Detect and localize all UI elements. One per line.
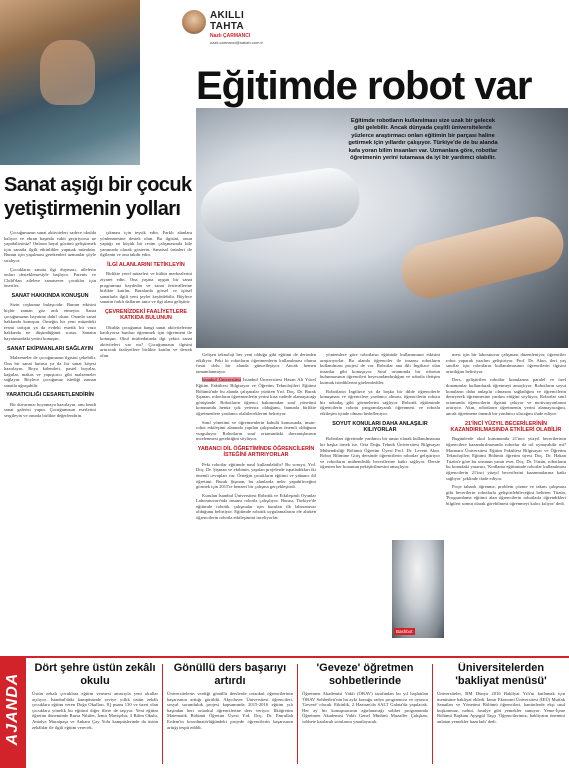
robot-sub-1: YABANCI DİL ÖĞRETİMİNDE ÖĞRENCİLERİN İSTEĞİNİ ARTIRIYORLAR — [197, 445, 315, 459]
column-author: Nazlı ÇARMANCI — [210, 33, 251, 39]
robot-col1-p1: Gelişen teknoloji her yeni olduğu gibi eğitimi de derinden etkiliyor. Peki ki robotların öğretmenlerin kullanılması olumu fırsat dolu bir alanda güncelleşiyor. Ancak hemen tamamlanmıyor. — [196, 352, 316, 374]
robot-caption: Bashbot — [396, 629, 413, 634]
column-name-top: AKILLI — [210, 10, 245, 21]
robot-col3-p1: mesi için bir laboratuvar çalışması düzenleniyor, öğrenciler robot yaparak yazılım geliştiriyor. Prof. Dr. Akın, ileri yaş sınıflar için robotların kullanılmasının öğrencilerin ilgisini artırdığını belirtiyor. — [446, 352, 566, 374]
art-sub-5: ÇEVRENİZDEKİ FAALİYETLERE KATKIDA BULUNUN — [104, 308, 188, 322]
art-intro-p1: Çocuğunuzun sanat aktiviteleri sadece okulda kalıyor ve ekran başında vakit geçiriyorsa ne yapabilirsiniz? Onların hayal gücünü geliştirmek için sanatla ilgili etkinlikler yapmak mümkün. Bunun için yapılması gerekenleri uzmanlar şöyle sıralıyor. — [4, 230, 96, 263]
ajanda-top-rule — [0, 656, 569, 658]
columnist-avatar — [182, 10, 206, 34]
robot-col2b-p1: Robotları öğretimde yardımcı bir unsur olarak kullanılmasına bir başka örnek ise, Orta Doğu Teknik Üniversitesi Bilgisayar Mühendisliği Bölümü Öğretim Üyesi Prof. Dr. Levent Akın. Robot Bilimine Giriş dersinde öğrencilerin robotlar geliştiriyor ve robotların mühendislik becerilerine katkı sağlıyor. Derste öğrenen her konunun pekiştirilmesini amaçlıyor. — [320, 436, 440, 470]
art-col1b-p1: Malzemeler de çocuğunuzun ilgisini çekebilir. Ona bir sanat kutusu ya da bir sanat köşesi hazırlayın. Boya kalemleri, pastel boyalar, kağıtlar, makas ve yapıştırıcı gibi malzemeler sağlayın. Böylece çocuğunuz istediği zaman sanatla uğraşabilir. — [4, 354, 96, 388]
ajanda-text-2: Üniversitelerin verdiği gönüllü derslerde ortaokul öğrencilerinin başarısının arttığı görüldü. Akyoluver Üniversitesi öğrencileri, sosyal sorumluluk projesi kapsamında 2015-2016 eğitim yılı başından beri ortaokul öğrencilerine ders veriyor. İlköğretim Matematik Bölümü Öğretim Üyesi Yrd. Doç. Dr. Emrullah Erdem'in koordinatörlüğündeki projede öğrencilerin başarısının arttığı tespit edildi. — [167, 691, 293, 730]
robot-col3b-p1: Bugünlerde okul kurumunda 21'inci yüzyıl becerilerinin öğrencilere kazandırılmasında robotlar da rol oynayabilir mi? Marmara Üniversitesi Eğitim Fakültesi Bilgisayar ve Öğretim Teknolojileri Eğitimi Bölümü öğretim üyesi Doç. Dr. Hakan Tüzün'e göre bu sorunun yanıtı evet. Doç. Dr. Tüzün, robotların bu konudaki yararını, 'Kodlama eğitiminde robotlar kullanılması öğrencilerin 21'inci yüzyıl becerilerini kazanmalarına katkı sağlıyor' şeklinde ifade ediyor. — [446, 436, 566, 481]
ajanda-item-2 — [167, 662, 293, 766]
ajanda-item-3 — [302, 662, 428, 766]
robot-col3-p2: Ders, geliştirilen robotlar konularına paralel ve özel donanımlar kullanılarak öğretmeyi amaçlıyor. Robotların soyut konuların daha anlaşılır olmasını sağladığını ve öğrencilerin deneyerek öğrenmesine yardım ettiğini söylüyor. Robotlar sınıf ortamında öğrencilerin ilgisini çekiyor ve motivasyonlarını artırıyor. Akın, robotların öğretmenin yerini alamayacağını, ancak öğretmene önemli bir yardımcı olacağını ifade ediyor. — [446, 377, 566, 416]
ajanda-text-3: Öğretmen Akademisi Vakfı (ÖRAV) tarafından bu yıl başlatılan 'ÖRAV Sohbetleri'nin bu ayki konuğu radyo programcısı ve oyuncu 'Gevezé' olacak. Etkinlik, 2 Haziran'da SALT Galata'da yapılacak. Her ay bir konuşmacının ağırlanacağı sohbet programında Öğretmen Akademisi Vakfı Genel Müdürü Muzaffer Çalışkan, sohbete katılarak sorularını yanıtlayacak. — [302, 691, 428, 724]
column-email: nazlı.carmanci@sabah.com.tr — [210, 40, 263, 45]
child-figure — [40, 40, 95, 105]
ajanda-title-4: Üniversitelerden 'bakliyat menüsü' — [455, 662, 547, 687]
ajanda-title-2: Gönüllü ders başarıyı artırdı — [173, 662, 287, 687]
robot-col1-p2 — [196, 377, 316, 416]
robot-col1b-p1: Peki robotlar eğitimde nasıl kullanılabilir? Bu soruya, Yrd. Doç. Dr. Şişman ve ekibinin, yapılan projelerde ispatladıkları iki önemli cevapları var. Örneğin çocukların eğitimi ve yabancı dil öğretimi. Burak Şişman, bu alanlarda neler yapabileceğini görmek için 2015'te benzeri bir çalışma gerçekleştirdi. — [196, 461, 316, 490]
robot-column-1 — [196, 352, 316, 648]
art-column-1 — [4, 230, 96, 645]
robot-col2-p1: yöntemlere göre robotların eğitimde kullanımının etkisini araştırıyorlar. Bu alanda öğrenciler ile insansı robotların kullanılması projesi de var. Robotlar ana dili İngilizce olan insanlar gibi konuşuyor. Sınıf ortamında bir robotun bulunmasının öğrencileri heyecanlandırdığını ve robotla iletişim kurmak istediklerini gözlemlediler. — [320, 352, 440, 385]
art-col2a-p1: çıkması için teşvik edin. Farklı alanlara yönlenmesine destek olun. Bu ilgisini, onun yaptığı en küçük bir resim çalışmasında bile yanınızda olarak gösterin. Sanatsal ürünleri ile ilgilenin ve onu takdir edin. — [100, 230, 192, 258]
ajanda-label: AJANDA — [4, 672, 21, 746]
robot-col1-p3: Sınıf yönetimi ve öğretmenlerin kabulü konusunda, insan-robot etkileşimi alanında yapılan çalışmaların önemli olduğunu vurguluyor. Robotların sınıf ortamındaki davranışlarının incelenmesi gerektiğini söylüyor. — [196, 419, 316, 442]
ajanda-divider-1 — [162, 664, 163, 764]
art-sub-1: SANAT HAKKINDA KONUŞUN — [11, 292, 89, 299]
robot-col3b-p2: Proje tabanlı öğrenme, problem çözme ve takım çalışması gibi becerilerin robotlarla geliştirilebileceğini belirten Tüzün, 'Programlama eğitimi alan öğrencilerin robotlarla öğrendikleri bilgileri somut olarak görebilmesi öğrenmeyi kalıcı kılıyor' dedi. — [446, 484, 566, 506]
robot-lede: Eğitimde robotların kullanılması size uzak bir gelecek gibi gelebilir. Ancak dünyada çeşitli üniversitelerde yüzlerce araştırmacı onları eğitimin bir parçası haline getirmek için yıllardır çalışıyor. Türkiye'de de bu alanda kafa yoran bilim insanları var. Uzmanlara göre, robotlar öğretmenin yerini tutamasa da iyi bir yardımcı olabilir. — [348, 118, 498, 162]
column-name-bottom: TAHTA — [210, 21, 244, 32]
art-sub-2: SANAT EKİPMANLARI SAĞLAYIN — [7, 345, 93, 352]
ajanda-item-4 — [437, 662, 565, 766]
art-headline-2: yetiştirmenin yolları — [4, 198, 181, 220]
art-headline-1: Sanat aşığı bir çocuk — [4, 174, 192, 196]
art-col1a-p1: Sizin coşkunuz bulaşıcıdır. Bunun etkisini hiçbir zaman göz ardı etmeyin. Sanat çocuğunuzun hayatına dahil olsun. Onunla sanat hakkında konuşun. Örneğin bir yeni müzedeki resmi tartışın ya da evdeki estetik bir vazo hakkında ne düşündüğünü sorun. Sanatın hayatımızdaki yerini konuşun. — [4, 302, 96, 341]
robot-sub-2: SOYUT KONULARI DAHA ANLAŞILIR KILIYORLAR — [332, 420, 428, 433]
robot-col2-p2: Robotların İngilizce ya da başka bir dilde öğrencilerle konuşması ve öğrencilere yardımcı olması, öğrencilerin robotu bir arkadaş gibi görmelerini sağlıyor. Robotik eğitiminde öğrencilerin robotu programlayarak öğrenmesi ve robotla etkileşim içinde olması hedefleniyor. — [320, 388, 440, 416]
ajanda-divider-2 — [297, 664, 298, 764]
columnist-header — [150, 0, 290, 58]
art-col1c-p1: Bir duvarınızı boyamaya hazırlayın, onu kendi sanat galerisi yapın. Çocuğunuzun eserlerini sergileyin ve onunla birlikte değerlendirin. — [4, 401, 96, 419]
highlight-istanbul-uni: İstanbul Üniversitesi — [202, 377, 242, 383]
ajanda-title-1: Dört şehre üstün zekâlı okulu — [34, 662, 156, 687]
ajanda-text-4: Üniversiteler, BM Dünya 2016 Bakliyat Yılı'nı kutlamak için menüsüne bakliyat ekledi. İzmir Ekonomi Üniversitesi (İEÜ) Mutfak Sanatları ve Yönetimi Bölümü öğrencileri, kantinlerde ekşi usul kuşkonmaz, nohut, fasulye gibi yemekler sunuyor. Yeme-İçme Bölümü Başkanı Ayşegül Taşçı 'Öğrencilerimiz, bakliyatın önemini anlatan yemekler hazırladı' dedi. — [437, 691, 565, 724]
robot-sub-3: 21'İNCİ YÜZYIL BECERİLERİNİN KAZANDIRILMASINDA ETKİLERİ OLABİLİR — [450, 420, 562, 433]
ajanda-text-1: Üstün zekalı çocuklara eğitim vermesi amacıyla yeni okullar açılıyor. İstanbul'daki kampüsünde seviye yıllık üstün zekâlı çocuklara eğitim veren Doğa Okulları, IQ puanı 130 ve üzeri olan çocuklara yönelik bu eğitimi diğer illere de taşıyor. Yeni eğitim öğretim döneminde Bursa Nilüfer, İzmir Mavişehir, 3 Bilim Okulu, Antalya Muratpaşa ve Ankara Çay Yolu kampüslerinde da üstün zekâlılar ile ilgili eğitim verecek. — [32, 691, 158, 730]
art-sub-3: YARATICILIĞI CESARETLENDİRİN — [6, 392, 94, 399]
art-col2b-p1: Birlikte yerel müzeleri ve kültür merkezlerini ziyaret edin. Ona yaşına uygun bir sanat programına kaydedin ve sanat festivallerine birlikte katılın. Buralarda görsel ve işitsel sanatlarla ilgili yeni şeyler keşfedebilir. Böylece sanatın farklı dallarını tanır ve ilgi alanı geliştirir. — [100, 271, 192, 305]
art-sub-4: İLGİ ALANLARINI TETİKLEYİN — [107, 261, 185, 268]
ajanda-item-1 — [32, 662, 158, 766]
ajanda-label-bar — [0, 658, 26, 768]
ajanda-divider-3 — [432, 664, 433, 764]
art-intro-p2: Çocukların sanata ilgi duyması, ailelerin onları desteklemesiyle başlıyor. Parents ve Child'dan ailelere sanatsever çocuklar için öneriler. — [4, 266, 96, 289]
art-col2c-p1: Okulda çocuğunuz hangi sanat aktivitelerine katılıyorsa bunları öğrenmek için öğretmeni ile konuşun. Okul müfredatında ilgi çekici sanat aktiviteleri var mı? Çocuğunuzun ilgisini artıracak faaliyetlere birlikte katılın ve destek olun. — [100, 324, 192, 358]
robot-headline: Eğitimde robot var — [196, 64, 532, 108]
robot-col1b-p2: Kurulan İstanbul Üniversitesi Robotik ve Etkileşimli Oyunlar Laboratuvarı'nda insansı robotla çalışılıyor. Burası, Türkiye'de eğitimde robotik çalışmalar için kurulan ilk laboratuvar olduğunu belirtiyor. Eğitimde robotik uygulamalarını ele alırken öğrencilerin robotla etkileşimini inceliyorlar. — [196, 492, 316, 521]
robot-col1-p2-text: İstanbul Üniversitesi Hasan Ali Yücel Eğitim Fakültesi Bilgisayar ve Öğretim Teknolojileri Eğitimi Bölümü'nde bu alanda çalışmalar yürüten Yrd. Doç. Dr. Burak Şişman, robotların öğretmenlerin yerini kısa vadede alamayacağı görüşünde. Robotların öğrenci bakımından sınıf yönetimi konusunda henüz çok yetersiz olduğunu, bununla birlikte öğretmenlere yardımcı olabileceklerini belirtiyor. — [196, 377, 316, 416]
ajanda-title-3: 'Geveze' öğretmen sohbetlerinde — [316, 662, 414, 687]
art-column-2 — [100, 230, 192, 645]
robot-bashbot-photo — [392, 540, 444, 638]
robot-column-3 — [446, 352, 566, 648]
